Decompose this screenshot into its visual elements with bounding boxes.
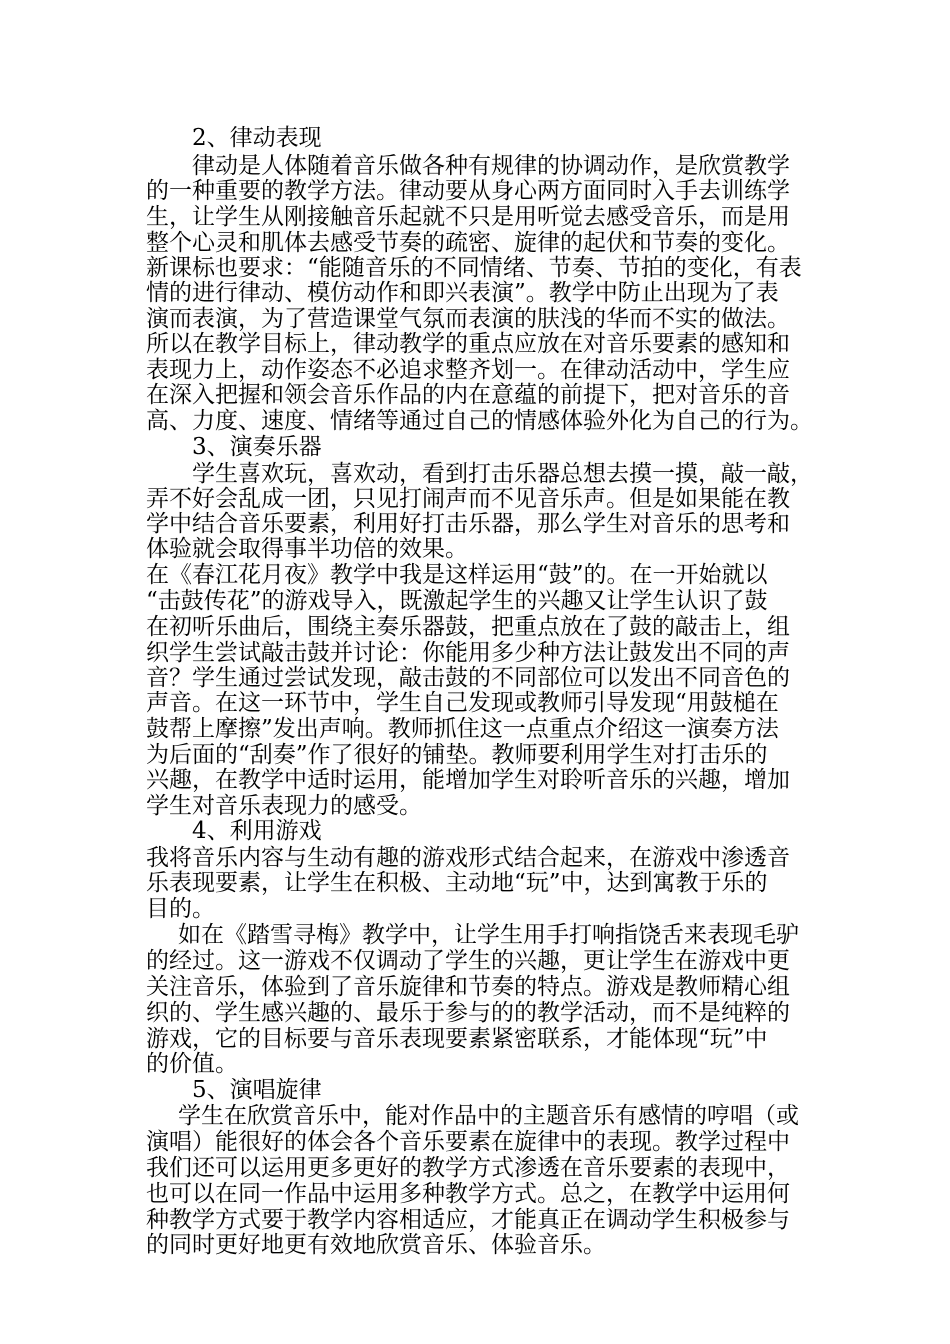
paragraph-line: 新课标也要求：“能随音乐的不同情绪、节奏、节拍的变化，有表 <box>146 255 802 281</box>
paragraph-line: “击鼓传花”的游戏导入，既激起学生的兴趣又让学生认识了鼓 <box>146 588 768 614</box>
paragraph-line: 的一种重要的教学方法。律动要从身心两方面同时入手去训练学 <box>146 178 790 204</box>
section-heading: 3、演奏乐器 <box>192 434 322 460</box>
paragraph-line: 关注音乐，体验到了音乐旋律和节奏的特点。游戏是教师精心组 <box>146 974 790 1000</box>
paragraph-line: 学生喜欢玩，喜欢动，看到打击乐器总想去摸一摸，敲一敲， <box>192 461 813 487</box>
paragraph-line: 高、力度、速度、情绪等通过自己的情感体验外化为自己的行为。 <box>146 408 813 434</box>
paragraph-line: 织的、学生感兴趣的、最乐于参与的的教学活动，而不是纯粹的 <box>146 1000 790 1026</box>
paragraph-line: 乐表现要素，让学生在积极、主动地“玩”中，达到寓教于乐的 <box>146 870 768 896</box>
paragraph-line: 学生在欣赏音乐中，能对作品中的主题音乐有感情的哼唱（或 <box>178 1103 799 1129</box>
paragraph-line: 生，让学生从刚接触音乐起就不只是用听觉去感受音乐，而是用 <box>146 204 790 230</box>
paragraph-line: 学生对音乐表现力的感受。 <box>146 793 422 819</box>
paragraph-line: 表现力上，动作姿态不必追求整齐划一。在律动活动中，学生应 <box>146 357 790 383</box>
paragraph-line: 演而表演，为了营造课堂气氛而表演的肤浅的华而不实的做法。 <box>146 306 790 332</box>
paragraph-line: 学中结合音乐要素，利用好打击乐器，那么学生对音乐的思考和 <box>146 511 790 537</box>
paragraph-line: 情的进行律动、模仿动作和即兴表演”。教学中防止出现为了表 <box>146 280 779 306</box>
paragraph-line: 为后面的“刮奏”作了很好的铺垫。教师要利用学生对打击乐的 <box>146 742 768 768</box>
section-heading: 4、利用游戏 <box>192 818 322 844</box>
paragraph-line: 弄不好会乱成一团，只见打闹声而不见音乐声。但是如果能在教 <box>146 486 790 512</box>
paragraph-line: 音？学生通过尝试发现，敲击鼓的不同部位可以发出不同音色的 <box>146 665 790 691</box>
section-heading: 5、演唱旋律 <box>192 1077 322 1103</box>
paragraph-line: 律动是人体随着音乐做各种有规律的协调动作，是欣赏教学 <box>192 153 790 179</box>
paragraph-line: 声音。在这一环节中，学生自己发现或教师引导发现“用鼓槌在 <box>146 690 779 716</box>
paragraph-line: 演唱）能很好的体会各个音乐要素在旋律中的表现。教学过程中 <box>146 1129 790 1155</box>
paragraph-line: 在深入把握和领会音乐作品的内在意蕴的前提下，把对音乐的音 <box>146 382 790 408</box>
paragraph-line: 我们还可以运用更多更好的教学方式渗透在音乐要素的表现中， <box>146 1155 790 1181</box>
paragraph-line: 目的。 <box>146 896 215 922</box>
section-heading: 2、律动表现 <box>192 125 322 151</box>
paragraph-line: 体验就会取得事半功倍的效果。 <box>146 536 468 562</box>
paragraph-line: 所以在教学目标上，律动教学的重点应放在对音乐要素的感知和 <box>146 331 790 357</box>
paragraph-line: 的价值。 <box>146 1051 238 1077</box>
paragraph-line: 在初听乐曲后，围绕主奏乐器鼓，把重点放在了鼓的敲击上，组 <box>146 614 790 640</box>
paragraph-line: 织学生尝试敲击鼓并讨论：你能用多少种方法让鼓发出不同的声 <box>146 640 790 666</box>
paragraph-line: 种教学方式要于教学内容相适应，才能真正在调动学生积极参与 <box>146 1207 790 1233</box>
paragraph-line: 游戏，它的目标要与音乐表现要素紧密联系，才能体现“玩”中 <box>146 1026 768 1052</box>
paragraph-line: 兴趣，在教学中适时运用，能增加学生对聆听音乐的兴趣，增加 <box>146 767 790 793</box>
paragraph-line: 我将音乐内容与生动有趣的游戏形式结合起来，在游戏中渗透音 <box>146 845 790 871</box>
paragraph-line: 也可以在同一作品中运用多种教学方式。总之，在教学中运用何 <box>146 1181 790 1207</box>
paragraph-line: 的经过。这一游戏不仅调动了学生的兴趣，更让学生在游戏中更 <box>146 948 790 974</box>
paragraph-line: 的同时更好地更有效地欣赏音乐、体验音乐。 <box>146 1232 606 1258</box>
paragraph-line: 鼓帮上摩擦”发出声响。教师抓住这一点重点介绍这一演奏方法 <box>146 716 779 742</box>
paragraph-line: 在《春江花月夜》教学中我是这样运用“鼓”的。在一开始就以 <box>146 562 768 588</box>
paragraph-line: 如在《踏雪寻梅》教学中，让学生用手打响指饶舌来表现毛驴 <box>178 922 799 948</box>
paragraph-line: 整个心灵和肌体去感受节奏的疏密、旋律的起伏和节奏的变化。 <box>146 230 790 256</box>
